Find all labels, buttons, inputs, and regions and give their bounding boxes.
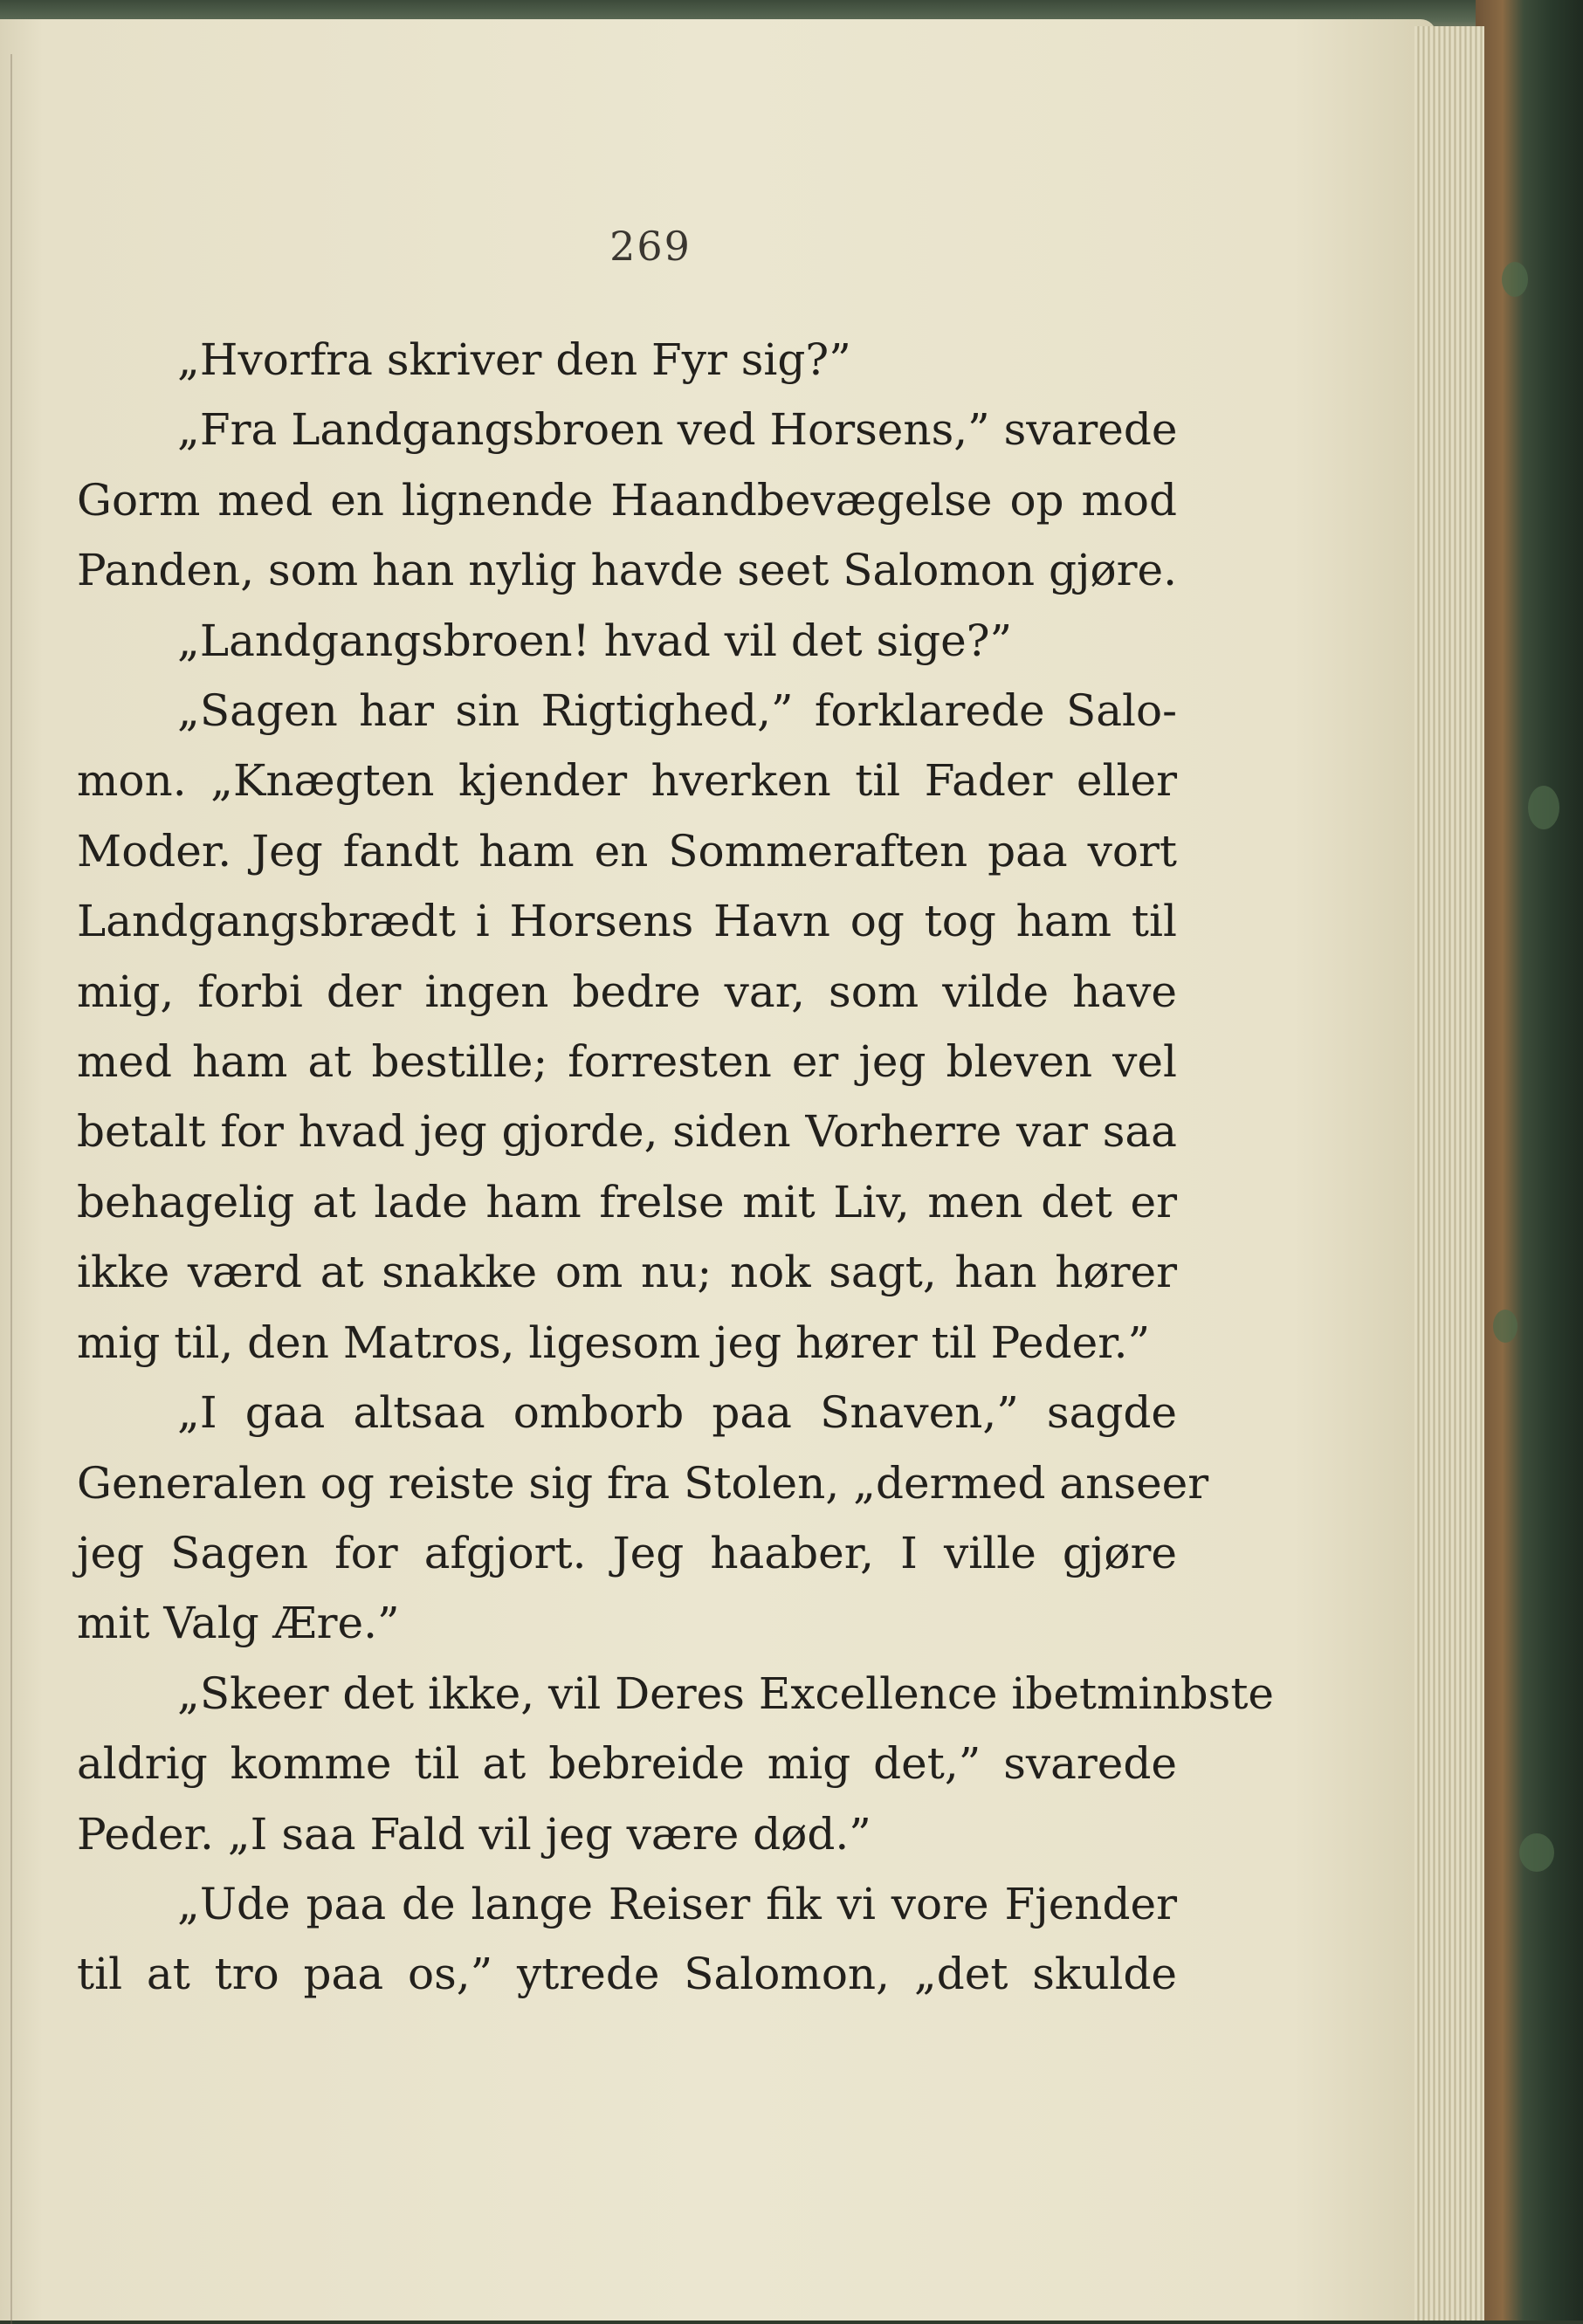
text-line: Panden, som han nylig havde seet Salomon gjøre. [77, 545, 1177, 596]
text-line: „Fra Landgangsbroen ved Horsens,” svarede [177, 404, 1178, 456]
text-line: „Sagen har sin Rigtighed,” forklarede Salo- [177, 685, 1177, 737]
text-line: mon. „Knægten kjender hverken til Fader eller [77, 755, 1177, 807]
cover-mark [1502, 262, 1528, 297]
text-line: aldrig komme til at bebreide mig det,” svarede [77, 1738, 1177, 1790]
text-line: ikke værd at snakke om nu; nok sagt, han hører [77, 1247, 1177, 1298]
text-line: betalt for hvad jeg gjorde, siden Vorherre var saa [77, 1106, 1177, 1158]
text-line: mig til, den Matros, ligesom jeg hører til Peder.” [77, 1317, 1151, 1368]
text-line: „Ude paa de lange Reiser fik vi vore Fjender [177, 1878, 1177, 1929]
text-line: „I gaa altsaa omborb paa Snaven,” sagde [177, 1387, 1177, 1439]
text-line: Landgangsbrædt i Horsens Havn og tog ham til [77, 896, 1177, 947]
text-line: jeg Sagen for afgjort. Jeg haaber, I ville gjøre [77, 1527, 1177, 1578]
cover-mark [1519, 1833, 1554, 1872]
page-edges [1414, 26, 1484, 2321]
text-line: behagelig at lade ham frelse mit Liv, men det er [77, 1176, 1177, 1227]
text-line: „Hvorfra skriver den Fyr sig?” [177, 334, 851, 385]
cover-mark [1493, 1310, 1518, 1343]
book-cover-edge [1476, 0, 1583, 2321]
text-line: „Landgangsbroen! hvad vil det sige?” [177, 615, 1013, 666]
text-line: „Skeer det ikke, vil Deres Excellence ibetminbste [177, 1667, 1275, 1719]
text-line: Generalen og reiste sig fra Stolen, „dermed anseer [77, 1457, 1209, 1509]
text-line: til at tro paa os,” ytrede Salomon, „det skulde [77, 1949, 1177, 2000]
cover-mark [1528, 786, 1559, 829]
text-line: med ham at bestille; forresten er jeg bleven vel [77, 1036, 1177, 1088]
text-line: mig, forbi der ingen bedre var, som vilde have [77, 966, 1177, 1017]
text-line: Gorm med en lignende Haandbevægelse op mod [77, 474, 1177, 526]
body-text [77, 325, 1275, 2010]
text-line: Peder. „I saa Fald vil jeg være død.” [77, 1808, 871, 1860]
text-line: Moder. Jeg fandt ham en Sommeraften paa vort [77, 825, 1177, 877]
page-gutter [10, 54, 12, 2324]
text-line: mit Valg Ære.” [77, 1598, 400, 1649]
page-number: 269 [609, 223, 692, 270]
